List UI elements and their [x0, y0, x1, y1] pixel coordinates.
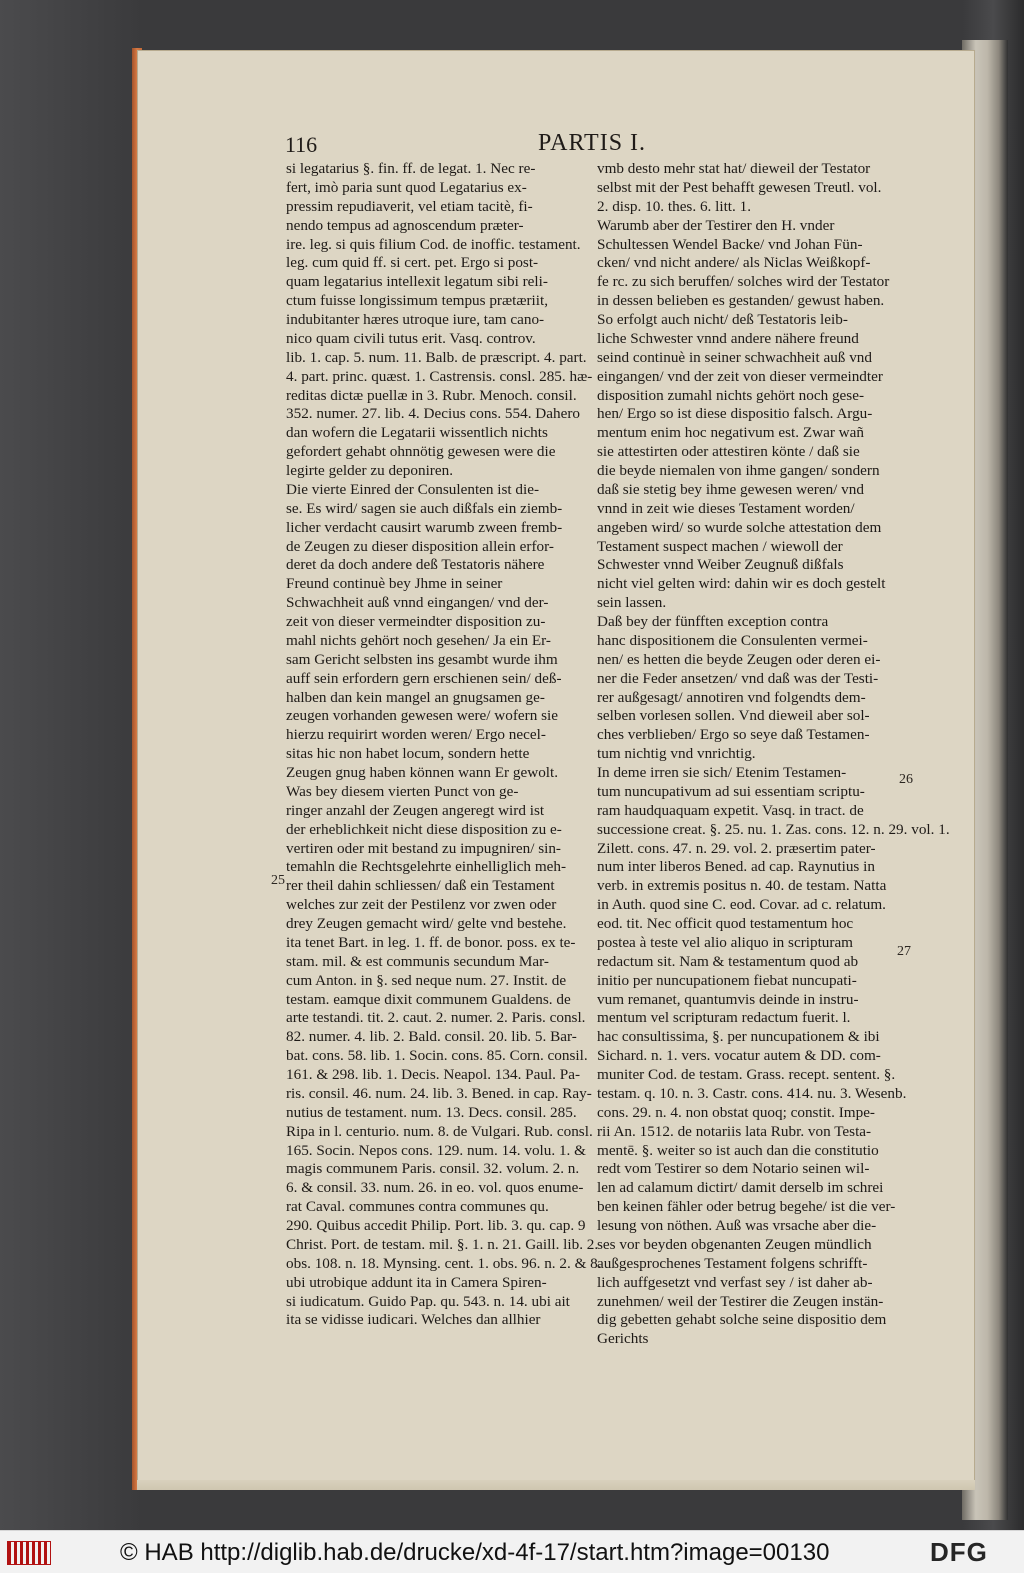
text-line: rat Caval. communes contra communes qu. [286, 1198, 549, 1216]
text-line: ses vor beyden obgenanten Zeugen mündlich [597, 1235, 872, 1253]
text-line: sam Gericht selbsten ins gesambt wurde ihm [286, 650, 558, 668]
page-number: 116 [285, 132, 318, 157]
text-line: auff sein erfordern gern erschienen sein/ deß- [286, 669, 562, 687]
text-line: pressim repudiaverit, vel etiam tacitè, fi- [286, 197, 533, 215]
margin-number-26: 26 [899, 772, 913, 787]
text-line: in Auth. quod sine C. eod. Covar. ad c. relatum. [597, 896, 886, 914]
text-line: sein lassen. [597, 594, 667, 612]
text-line: ctum fuisse longissimum tempus prætæriit, [286, 292, 548, 310]
text-line: ubi utrobique addunt ita in Camera Spiren- [286, 1273, 547, 1291]
text-line: rer theil dahin schliessen/ daß ein Testament [286, 877, 555, 895]
text-line: sitas hic non habet locum, sondern hette [286, 745, 530, 763]
text-line: vertiren oder mit bestand zu impugniren/ sin- [286, 839, 561, 857]
text-line: in dessen belieben es gestanden/ gewust haben. [597, 292, 885, 310]
text-line: Schultessen Wendel Backe/ vnd Johan Fün- [597, 235, 863, 253]
text-line: fert, imò paria sunt quod Legatarius ex- [286, 178, 527, 196]
text-line: mentum vel scripturam redactum fuerit. l. [597, 1009, 851, 1027]
text-line: reditas dictæ puellæ in 3. Rubr. Menoch. consil. [286, 386, 577, 404]
text-line: Ripa in l. centurio. num. 8. de Vulgari. Rub. consl. [286, 1122, 593, 1140]
text-line: temahln die Rechtsgelehrte einhelliglich meh- [286, 858, 567, 876]
text-line: arte testandi. tit. 2. caut. 2. numer. 2. Paris. consl. [286, 1009, 586, 1027]
text-line: ita se vidisse iudicari. Welches dan allhier [286, 1311, 541, 1329]
text-line: nico quam civili tutus erit. Vasq. controv. [286, 329, 536, 347]
viewer-footer [0, 1530, 1024, 1573]
text-line: daß sie stetig bey ihme gewesen weren/ vnd [597, 480, 864, 498]
text-line: lib. 1. cap. 5. num. 11. Balb. de præscript. 4. part. [286, 348, 587, 366]
text-line: ire. leg. si quis filium Cod. de inoffic. testament. [286, 235, 581, 253]
margin-number-27: 27 [897, 944, 911, 959]
text-line: lich auffgesetzt vnd verfast sey / ist daher ab- [597, 1273, 873, 1291]
text-line: Freund continuè bey Jhme in seiner [286, 575, 503, 593]
text-line: Was bey diesem vierten Punct von ge- [286, 782, 519, 800]
text-line: selben vorlesen sollen. Vnd dieweil aber sol- [597, 707, 870, 725]
text-line: 2. disp. 10. thes. 6. litt. 1. [597, 197, 751, 215]
text-line: ris. consil. 46. num. 24. lib. 3. Bened. in cap. Ray- [286, 1084, 592, 1102]
text-line: tum nichtig vnd vnrichtig. [597, 745, 756, 763]
text-line: hanc dispositionem die Consulenten vermei- [597, 631, 868, 649]
text-line: vnnd in zeit wie dieses Testament worden/ [597, 499, 855, 517]
text-line: vum remanet, quantumvis deinde in instru- [597, 990, 859, 1008]
text-line: rer außgesagt/ annotiren vnd folgendts dem- [597, 688, 866, 706]
text-line: mentum enim hoc negativum est. Zwar wañ [597, 424, 864, 442]
text-line: cken/ vnd nicht andere/ als Niclas Weißkopf- [597, 254, 871, 272]
text-line: si legatarius §. fin. ff. de legat. 1. Nec re- [286, 160, 536, 177]
text-line: magis communem Paris. consil. 32. volum. 2. n. [286, 1160, 580, 1178]
text-line: nicht viel gelten wird: dahin wir es doch gestelt [597, 575, 886, 593]
text-line: stam. mil. & est communis secundum Mar- [286, 952, 549, 970]
text-line: cons. 29. n. 4. non obstat quoq; constit. Impe- [597, 1103, 875, 1121]
barcode-icon [7, 1541, 51, 1565]
text-line: Sichard. n. 1. vers. vocatur autem & DD. com- [597, 1047, 881, 1065]
text-line: gefordert gehabt ohnnötig gewesen were die [286, 443, 556, 461]
text-line: seind continuè in seiner schwachheit auß vnd [597, 348, 872, 366]
text-line: initio per nuncupationem fiebat nuncupati- [597, 971, 857, 989]
text-line: deret da doch andere deß Testatoris nähere [286, 556, 545, 574]
text-line: 4. part. princ. quæst. 1. Castrensis. consl. 285. hæ- [286, 367, 593, 385]
text-line: zeugen vorhanden gewesen were/ wofern sie [286, 707, 558, 725]
text-line: dig gebetten gehabt solche seine dispositio dem [597, 1311, 887, 1329]
text-line: redt vom Testirer so dem Notario seinen wil- [597, 1160, 870, 1178]
text-line: der erheblichkeit nicht diese disposition zu e- [286, 820, 562, 838]
text-line: Warumb aber der Testirer den H. vnder [597, 216, 835, 234]
text-line: ches verblieben/ Ergo so seye daß Testamen- [597, 726, 870, 744]
running-head: PARTIS I. [538, 130, 647, 156]
text-line: disposition zumahl nichts gehört noch gese- [597, 386, 864, 404]
text-line: außgesprochenes Testament folgens schrifft- [597, 1254, 868, 1272]
text-line: zeit von dieser vermeindter disposition zu- [286, 613, 546, 630]
text-line: postea à teste vel alio aliquo in scripturam [597, 933, 853, 951]
text-line: indubitanter hæres utroque iure, tam cano- [286, 311, 545, 328]
text-line: Zeugen gnug haben können wann Er gewolt. [286, 764, 559, 781]
text-line: eingangen/ vnd der zeit von dieser vermeindter [597, 367, 883, 385]
text-line: sie attestirten oder attestiren könte / daß sie [597, 443, 860, 461]
text-line: nen/ es hetten die beyde Zeugen oder deren ei- [597, 650, 881, 668]
text-line: testam. q. 10. n. 3. Castr. cons. 414. nu. 3. Wesenb. [597, 1084, 907, 1102]
text-line: lesung von nöthen. Auß was vrsache aber die- [597, 1217, 877, 1234]
text-line: redactum sit. Nam & testamentum quod ab [597, 952, 859, 970]
text-line: nendo tempus ad agnoscendum præter- [286, 216, 524, 234]
text-line: ner die Feder ansetzen/ vnd daß was der Testi- [597, 669, 879, 687]
text-line: hierzu requirirt worden weren/ Ergo necel- [286, 726, 546, 744]
text-line: successione creat. §. 25. nu. 1. Zas. cons. 12. n. 29. vol. 1. [597, 820, 950, 838]
dfg-logo: DFG [930, 1537, 988, 1567]
text-line: se. Es wird/ sagen sie auch dißfals ein ziemb- [286, 499, 563, 517]
text-line: In deme irren sie sich/ Etenim Testamen- [597, 764, 847, 781]
text-line: obs. 108. n. 18. Mynsing. cent. 1. obs. 96. n. 2. & 8. [286, 1254, 602, 1272]
text-line: ram haudquaquam expetit. Vasq. in tract. de [597, 801, 864, 819]
text-line: hac consultissima, §. per nuncupationem & ibi [597, 1028, 880, 1046]
left-text-column [286, 160, 602, 1330]
text-line: tum nuncupativum ad sui essentiam scriptu- [597, 782, 865, 800]
text-line: 6. & consil. 33. num. 26. in eo. vol. quos enume- [286, 1179, 584, 1197]
text-line: drey Zeugen gemacht wird/ gelte vnd bestehe. [286, 915, 567, 932]
text-line: rii An. 1512. de notariis lata Rubr. von Testa- [597, 1122, 872, 1140]
text-line: zunehmen/ weil der Testirer die Zeugen instän- [597, 1292, 884, 1310]
text-line: selbst mit der Pest behafft gewesen Treutl. vol. [597, 178, 882, 196]
text-line: hen/ Ergo so ist diese dispositio falsch. Argu- [597, 405, 873, 423]
text-line: legirte gelder zu deponiren. [286, 462, 453, 479]
text-line: Gerichts [597, 1330, 649, 1348]
text-line: len ad calamum dictirt/ damit derselb im schrei [597, 1179, 884, 1197]
text-line: Testament suspect machen / wiewoll der [597, 537, 843, 555]
text-line: die beyde niemalen von ihme gangen/ sondern [597, 462, 880, 479]
text-line: ringer anzahl der Zeugen angeregt wird ist [286, 801, 545, 819]
text-line: testam. eamque dixit communem Gualdens. de [286, 990, 571, 1008]
text-line: Die vierte Einred der Consulenten ist die- [286, 480, 540, 498]
text-line: de Zeugen zu dieser disposition allein erfor- [286, 537, 554, 555]
text-line: dan wofern die Legatarii wissentlich nichts [286, 424, 548, 442]
text-line: 165. Socin. Nepos cons. 129. num. 14. volu. 1. & [286, 1141, 586, 1159]
text-line: welches zur zeit der Pestilenz vor zwen oder [286, 896, 557, 914]
text-line: bat. cons. 58. lib. 1. Socin. cons. 85. Corn. consil. [286, 1047, 588, 1065]
text-line: cum Anton. in §. sed neque num. 27. Instit. de [286, 971, 567, 989]
text-line: ben keinen fähler oder betrug begehe/ ist die ver- [597, 1198, 896, 1216]
text-line: liche Schwester vnnd andere nähere freund [597, 329, 859, 347]
text-line: fe rc. zu sich beruffen/ solches wird der Testator [597, 273, 890, 291]
text-line: mentē. §. weiter so ist auch dan die constitutio [597, 1141, 879, 1159]
text-line: Schwester vnnd Weiber Zeugnuß dißfals [597, 556, 844, 574]
page-header [285, 126, 885, 158]
text-line: Christ. Port. de testam. mil. §. 1. n. 21. Gaill. lib. 2. [286, 1235, 599, 1253]
text-line: 352. numer. 27. lib. 4. Decius cons. 554. Dahero [286, 405, 580, 423]
text-line: licher verdacht causirt warumb zween fremb- [286, 518, 563, 536]
text-line: angeben wird/ so wurde solche attestation dem [597, 518, 882, 536]
margin-number-25: 25 [271, 873, 285, 888]
text-line: Daß bey der fünfften exception contra [597, 613, 829, 630]
text-line: quam legatarius intellexit legatum sibi reli- [286, 273, 548, 291]
text-line: 82. numer. 4. lib. 2. Bald. consil. 20. lib. 5. Bar- [286, 1028, 577, 1046]
text-line: muniter Cod. de testam. Grass. recept. sentent. §. [597, 1066, 896, 1083]
text-line: ita tenet Bart. in leg. 1. ff. de bonor. poss. ex te- [286, 933, 576, 951]
text-line: eod. tit. Nec officit quod testamentum hoc [597, 915, 854, 932]
text-line: Schwachheit auß vnnd eingangen/ vnd der- [286, 594, 549, 612]
text-line: nutius de testament. num. 13. Decs. consil. 285. [286, 1103, 577, 1121]
text-line: num inter liberos Bened. ad cap. Raynutius in [597, 858, 875, 876]
text-line: 290. Quibus accedit Philip. Port. lib. 3. qu. cap. 9 [286, 1217, 586, 1234]
text-line: mahl nichts gehört noch gesehen/ Ja ein Er- [286, 631, 551, 649]
text-line: verb. in extremis positus n. 40. de testam. Natta [597, 877, 887, 895]
page-edge-bottom [137, 1480, 975, 1490]
text-line: Zilett. cons. 47. n. 29. vol. 2. præsertim pater- [597, 839, 876, 857]
text-line: si iudicatum. Guido Pap. qu. 543. n. 14. ubi ait [286, 1292, 570, 1310]
text-line: vmb desto mehr stat hat/ dieweil der Testator [597, 160, 871, 177]
text-line: 161. & 298. lib. 1. Decis. Neapol. 134. Paul. Pa- [286, 1066, 581, 1083]
text-line: leg. cum quid ff. si cert. pet. Ergo si post- [286, 254, 539, 272]
text-line: So erfolgt auch nicht/ deß Testatoris leib- [597, 311, 848, 328]
text-line: halben dan kein mangel an gnugsamen ge- [286, 688, 545, 706]
source-url[interactable]: © HAB http://diglib.hab.de/drucke/xd-4f-17/start.htm?image=00130 [120, 1539, 830, 1566]
